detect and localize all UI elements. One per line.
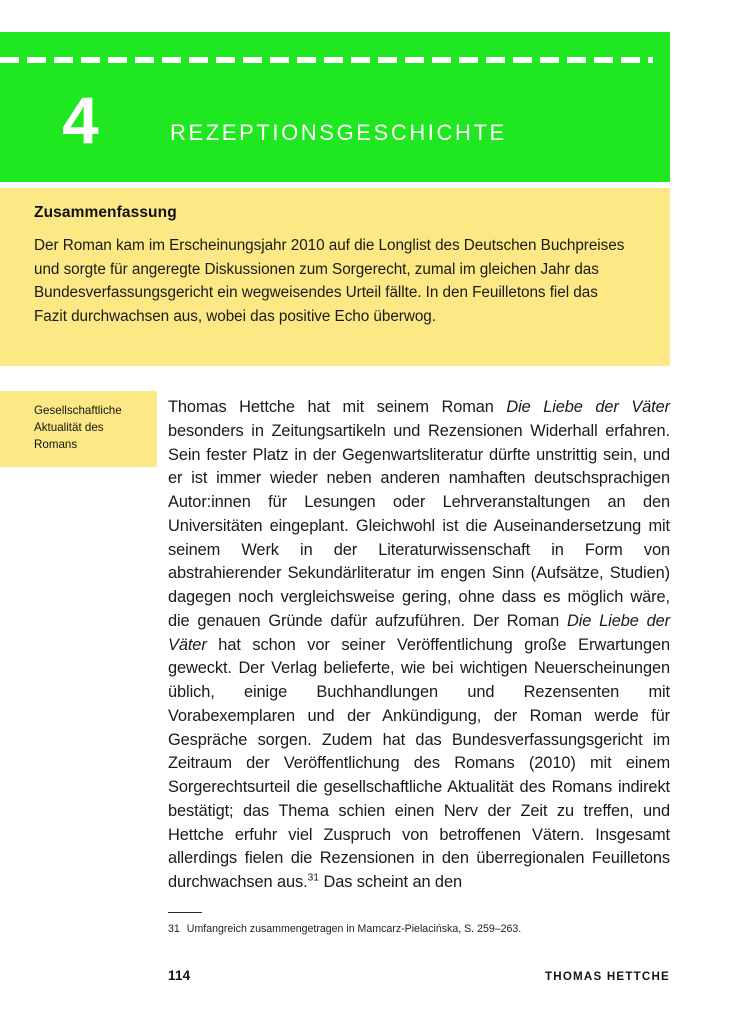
- dashed-rule-decoration: [0, 57, 653, 63]
- chapter-title: REZEPTIONSGESCHICHTE: [170, 120, 507, 145]
- running-head: THOMAS HETTCHE: [544, 970, 670, 983]
- margin-note-box: [0, 391, 157, 467]
- footnote-reference-marker[interactable]: 31: [307, 872, 319, 884]
- footnote-area: [168, 912, 670, 937]
- chapter-banner: [0, 32, 670, 182]
- body-text-column: [168, 396, 670, 895]
- summary-text: Der Roman kam im Erscheinungsjahr 2010 auf die Longlist des Deutschen Buchpreises und sorgte für angeregte Diskussionen zum Sorgerecht, zumal im gleichen Jahr das Bundesverfassungsgericht ein wegweisendes Urteil fällte. In den Feuilletons fiel das Fazit durchwachsen aus, wobei das positive Echo überwog.: [34, 237, 625, 325]
- summary-heading: Zusammenfassung: [34, 204, 177, 221]
- body-paragraph: [168, 396, 670, 895]
- body-text-segment-1: Thomas Hettche hat mit seinem Roman: [168, 398, 507, 416]
- body-text-segment-2: besonders in Zeitungsartikeln und Rezensionen Widerhall erfahren. Sein fester Platz in der Gegenwartsliteratur dürfte unstrittig sein, und er ist immer wieder neben anderen namhaften deutschsprachigen Autor:innen für Lesungen oder Lehrveranstaltungen an den Universitäten eingeplant. Gleichwohl ist die Auseinandersetzung mit seinem Werk in der Literaturwissenschaft in Form von abstrahierender Sekundärliteratur im engen Sinn (Aufsätze, Studien) dagegen noch vergleichsweise gering, ohne dass es möglich wäre, die genauen Gründe dafür aufzuführen. Der Roman: [168, 421, 670, 630]
- footnote-separator-rule: [168, 912, 202, 913]
- work-title-italic-2: Die Liebe der Väter: [168, 611, 670, 654]
- work-title-italic-1: Die Liebe der Väter: [506, 398, 670, 416]
- footnote-number: 31: [168, 923, 180, 935]
- page-footer: [168, 968, 670, 983]
- footnote-entry: [168, 922, 670, 937]
- body-text-segment-4: Das scheint an den: [319, 873, 462, 891]
- summary-box: [0, 188, 670, 366]
- footnote-text: Umfangreich zusammengetragen in Mamcarz-Pielacińska, S. 259–263.: [186, 923, 522, 935]
- margin-note-text: Gesellschaftliche Aktualität des Romans: [34, 404, 122, 451]
- body-text-segment-3: hat schon vor seiner Veröffentlichung große Erwartungen geweckt. Der Verlag belieferte, wie bei wichtigen Neuerscheinungen üblich, einige Buchhandlungen und Rezensenten mit Vorabexemplaren und der Ankündigung, der Roman werde für Gespräche sorgen. Zudem hat das Bundesverfassungsgericht im Zeitraum der Veröffentlichung des Romans (2010) mit einem Sorgerechtsurteil die gesellschaftliche Aktualität des Romans indirekt bestätigt; das Thema schien einen Nerv der Zeit zu treffen, und Hettche erfuhr viel Zuspruch von betroffenen Vätern. Insgesamt allerdings fielen die Rezensionen in den überregionalen Feuilletons durchwachsen aus.: [168, 635, 670, 891]
- page-number: 114: [168, 968, 191, 983]
- chapter-number: 4: [62, 83, 98, 157]
